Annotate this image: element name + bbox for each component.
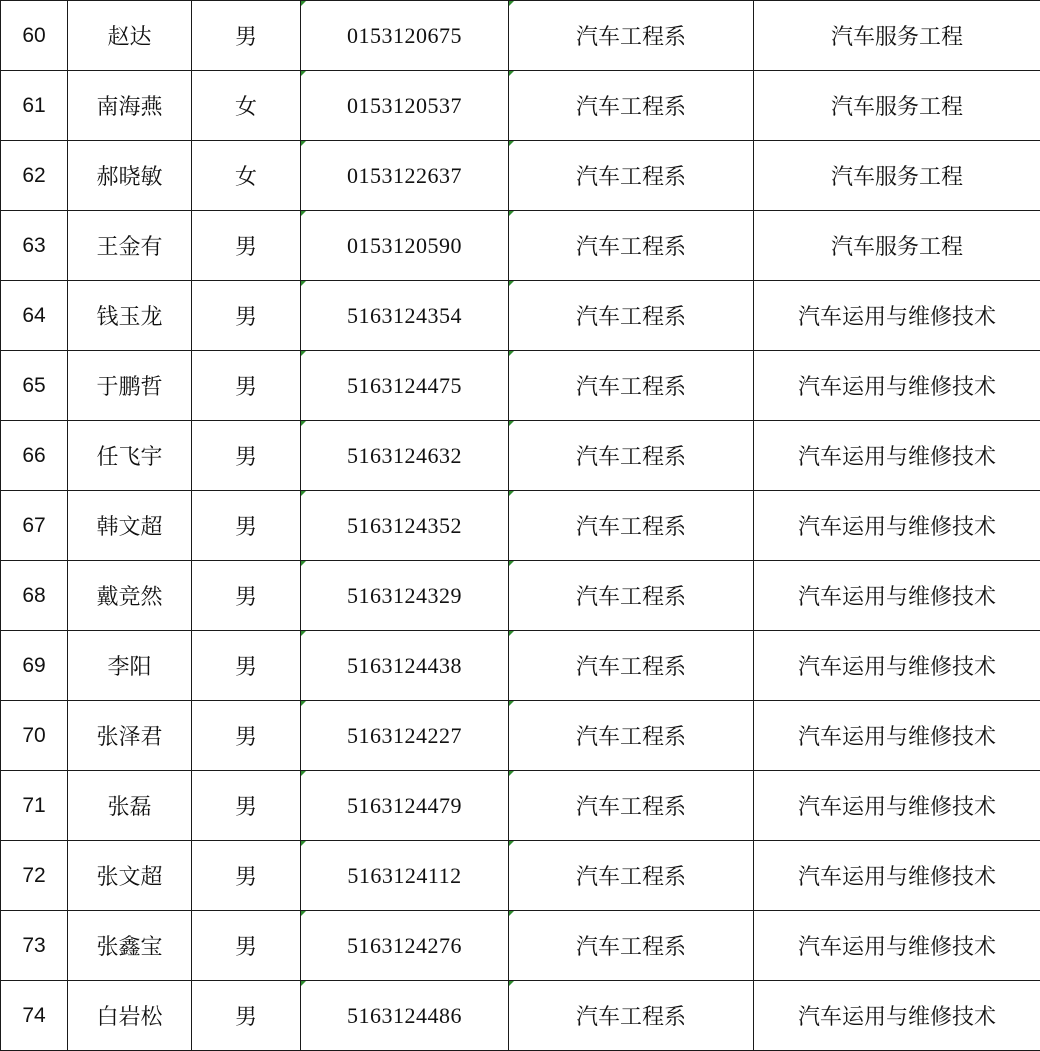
- department-cell: 汽车工程系: [509, 841, 754, 911]
- student-id-cell: 0153120590: [301, 211, 509, 281]
- roster-body: [1, 1, 1040, 1051]
- table-row: [1, 841, 1040, 911]
- student-name-cell: 戴竞然: [68, 561, 192, 631]
- major-cell: 汽车运用与维修技术: [754, 771, 1040, 841]
- cell-comment-marker: [509, 421, 514, 426]
- gender-cell: 男: [192, 911, 301, 981]
- table-row: [1, 351, 1040, 421]
- student-name-cell: 于鹏哲: [68, 351, 192, 421]
- major-cell: 汽车运用与维修技术: [754, 631, 1040, 701]
- major-cell: 汽车运用与维修技术: [754, 281, 1040, 351]
- department-cell: 汽车工程系: [509, 561, 754, 631]
- cell-comment-marker: [509, 701, 514, 706]
- table-row: [1, 771, 1040, 841]
- department-cell: 汽车工程系: [509, 421, 754, 491]
- major-cell: 汽车服务工程: [754, 211, 1040, 281]
- major-cell: 汽车运用与维修技术: [754, 841, 1040, 911]
- major-cell: 汽车服务工程: [754, 71, 1040, 141]
- row-number-cell: 69: [1, 631, 68, 701]
- cell-comment-marker: [301, 211, 306, 216]
- gender-cell: 男: [192, 771, 301, 841]
- cell-comment-marker: [509, 491, 514, 496]
- student-id-cell: 5163124475: [301, 351, 509, 421]
- cell-comment-marker: [301, 491, 306, 496]
- row-number-cell: 73: [1, 911, 68, 981]
- cell-comment-marker: [509, 211, 514, 216]
- student-name-cell: 赵达: [68, 1, 192, 71]
- student-name-cell: 张泽君: [68, 701, 192, 771]
- department-cell: 汽车工程系: [509, 911, 754, 981]
- cell-comment-marker: [301, 351, 306, 356]
- major-cell: 汽车运用与维修技术: [754, 561, 1040, 631]
- row-number-cell: 66: [1, 421, 68, 491]
- cell-comment-marker: [509, 911, 514, 916]
- major-cell: 汽车运用与维修技术: [754, 491, 1040, 561]
- student-name-cell: 南海燕: [68, 71, 192, 141]
- table-row: [1, 421, 1040, 491]
- major-cell: 汽车服务工程: [754, 1, 1040, 71]
- gender-cell: 男: [192, 981, 301, 1051]
- table-row: [1, 631, 1040, 701]
- student-name-cell: 白岩松: [68, 981, 192, 1051]
- cell-comment-marker: [301, 1, 306, 6]
- student-id-cell: 5163124354: [301, 281, 509, 351]
- student-name-cell: 张磊: [68, 771, 192, 841]
- student-name-cell: 钱玉龙: [68, 281, 192, 351]
- gender-cell: 男: [192, 701, 301, 771]
- cell-comment-marker: [509, 841, 514, 846]
- cell-comment-marker: [509, 141, 514, 146]
- cell-comment-marker: [301, 981, 306, 986]
- student-name-cell: 王金有: [68, 211, 192, 281]
- major-cell: 汽车运用与维修技术: [754, 701, 1040, 771]
- student-id-cell: 0153120675: [301, 1, 509, 71]
- table-row: [1, 701, 1040, 771]
- cell-comment-marker: [301, 841, 306, 846]
- gender-cell: 男: [192, 561, 301, 631]
- department-cell: 汽车工程系: [509, 351, 754, 421]
- department-cell: 汽车工程系: [509, 71, 754, 141]
- gender-cell: 女: [192, 71, 301, 141]
- department-cell: 汽车工程系: [509, 211, 754, 281]
- student-id-cell: 5163124227: [301, 701, 509, 771]
- table-row: [1, 1, 1040, 71]
- table-row: [1, 211, 1040, 281]
- student-name-cell: 任飞宇: [68, 421, 192, 491]
- major-cell: 汽车运用与维修技术: [754, 911, 1040, 981]
- student-id-cell: 0153120537: [301, 71, 509, 141]
- row-number-cell: 62: [1, 141, 68, 211]
- cell-comment-marker: [509, 561, 514, 566]
- row-number-cell: 70: [1, 701, 68, 771]
- student-name-cell: 郝晓敏: [68, 141, 192, 211]
- student-id-cell: 5163124276: [301, 911, 509, 981]
- row-number-cell: 67: [1, 491, 68, 561]
- row-number-cell: 72: [1, 841, 68, 911]
- cell-comment-marker: [509, 631, 514, 636]
- department-cell: 汽车工程系: [509, 491, 754, 561]
- gender-cell: 男: [192, 351, 301, 421]
- major-cell: 汽车运用与维修技术: [754, 981, 1040, 1051]
- major-cell: 汽车运用与维修技术: [754, 351, 1040, 421]
- student-id-cell: 5163124329: [301, 561, 509, 631]
- row-number-cell: 71: [1, 771, 68, 841]
- gender-cell: 男: [192, 281, 301, 351]
- row-number-cell: 74: [1, 981, 68, 1051]
- department-cell: 汽车工程系: [509, 1, 754, 71]
- row-number-cell: 61: [1, 71, 68, 141]
- student-name-cell: 韩文超: [68, 491, 192, 561]
- cell-comment-marker: [301, 141, 306, 146]
- cell-comment-marker: [301, 911, 306, 916]
- cell-comment-marker: [301, 71, 306, 76]
- cell-comment-marker: [301, 701, 306, 706]
- major-cell: 汽车服务工程: [754, 141, 1040, 211]
- cell-comment-marker: [301, 561, 306, 566]
- cell-comment-marker: [301, 421, 306, 426]
- student-id-cell: 5163124438: [301, 631, 509, 701]
- student-name-cell: 张文超: [68, 841, 192, 911]
- table-row: [1, 281, 1040, 351]
- department-cell: 汽车工程系: [509, 281, 754, 351]
- table-row: [1, 491, 1040, 561]
- student-id-cell: 5163124479: [301, 771, 509, 841]
- cell-comment-marker: [509, 771, 514, 776]
- student-id-cell: 0153122637: [301, 141, 509, 211]
- cell-comment-marker: [509, 1, 514, 6]
- cell-comment-marker: [301, 281, 306, 286]
- table-row: [1, 911, 1040, 981]
- department-cell: 汽车工程系: [509, 631, 754, 701]
- student-id-cell: 5163124486: [301, 981, 509, 1051]
- department-cell: 汽车工程系: [509, 701, 754, 771]
- table-row: [1, 981, 1040, 1051]
- row-number-cell: 68: [1, 561, 68, 631]
- student-id-cell: 5163124632: [301, 421, 509, 491]
- student-name-cell: 李阳: [68, 631, 192, 701]
- cell-comment-marker: [301, 771, 306, 776]
- gender-cell: 男: [192, 1, 301, 71]
- cell-comment-marker: [301, 631, 306, 636]
- gender-cell: 男: [192, 631, 301, 701]
- student-id-cell: 5163124112: [301, 841, 509, 911]
- row-number-cell: 63: [1, 211, 68, 281]
- student-id-cell: 5163124352: [301, 491, 509, 561]
- cell-comment-marker: [509, 351, 514, 356]
- department-cell: 汽车工程系: [509, 981, 754, 1051]
- table-row: [1, 71, 1040, 141]
- student-name-cell: 张鑫宝: [68, 911, 192, 981]
- row-number-cell: 60: [1, 1, 68, 71]
- gender-cell: 男: [192, 841, 301, 911]
- gender-cell: 男: [192, 211, 301, 281]
- cell-comment-marker: [509, 281, 514, 286]
- gender-cell: 女: [192, 141, 301, 211]
- row-number-cell: 64: [1, 281, 68, 351]
- department-cell: 汽车工程系: [509, 141, 754, 211]
- gender-cell: 男: [192, 421, 301, 491]
- table-row: [1, 561, 1040, 631]
- table-row: [1, 141, 1040, 211]
- gender-cell: 男: [192, 491, 301, 561]
- cell-comment-marker: [509, 981, 514, 986]
- row-number-cell: 65: [1, 351, 68, 421]
- major-cell: 汽车运用与维修技术: [754, 421, 1040, 491]
- department-cell: 汽车工程系: [509, 771, 754, 841]
- cell-comment-marker: [509, 71, 514, 76]
